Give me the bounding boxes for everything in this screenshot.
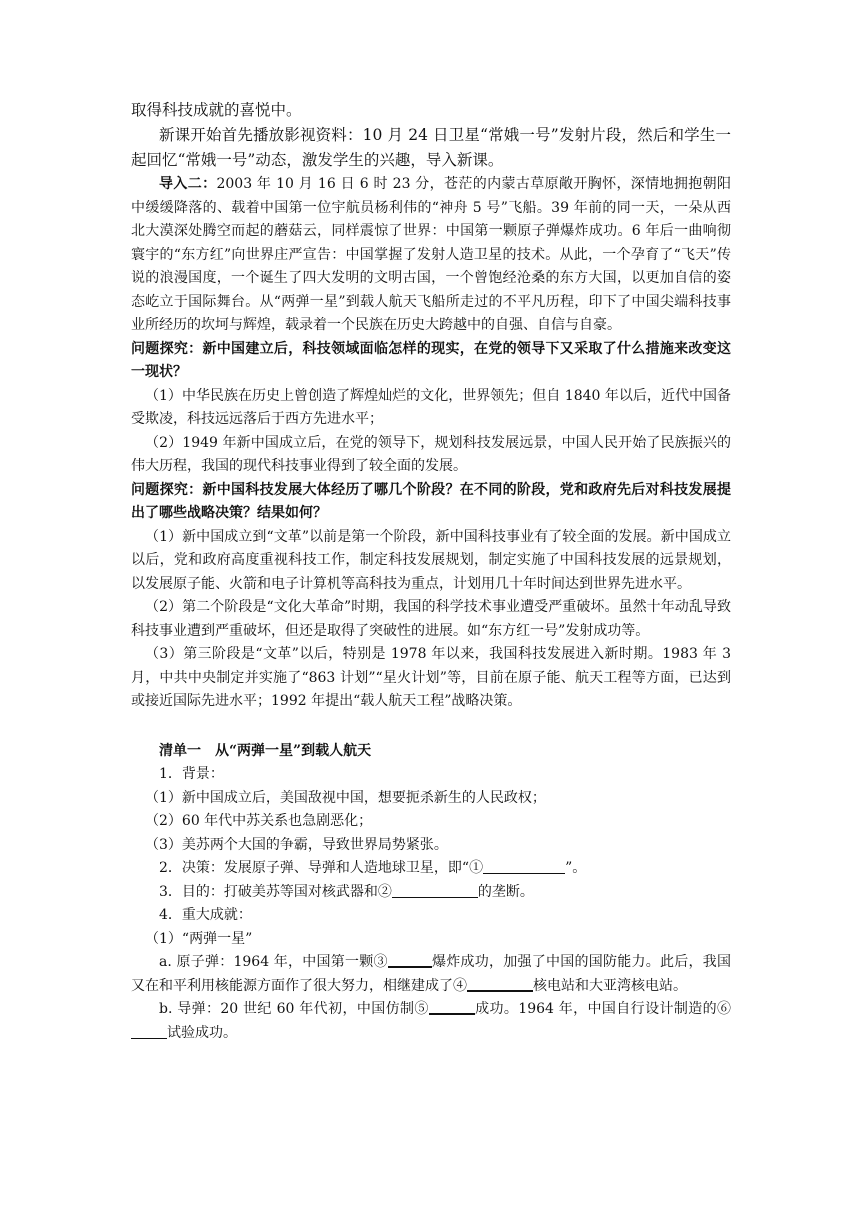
fill-blank-2[interactable] — [392, 883, 478, 898]
paragraph-intro-two — [131, 173, 731, 338]
background-item-3: （3）美苏两个大国的争霸，导致世界局势紧张。 — [145, 836, 448, 853]
question-two-answer-1: （1）新中国成立到“文革”以前是第一个阶段，新中国科技事业有了较全面的发展。新中国成立以后，党和政府高度重视科技工作，制定科技发展规划，制定实施了中国科技发展的远景规划，以发展原子能、火箭和电子计算机等高科技为重点，计划用几十年时间达到世界先进水平。 — [131, 528, 731, 592]
decision-text-end: ”。 — [565, 860, 587, 876]
paragraph-intro-end: 取得科技成就的喜悦中。 — [131, 101, 302, 119]
background-heading: 1．背景： — [159, 766, 224, 782]
goal-text: 3．目的：打破美苏等国对核武器和② — [159, 883, 392, 900]
fill-blank-1[interactable] — [483, 859, 565, 874]
missile-text: b. 导弹：20 世纪 60 年代初，中国仿制⑤ — [159, 1001, 429, 1017]
atomic-text: a. 原子弹：1964 年，中国第一颗③ — [159, 954, 388, 970]
question-two-answer-2: （2）第二个阶段是“文化大革命”时期，我国的科学技术事业遭受严重破坏。虽然十年动乱导致科技事业遭到严重破坏，但还是取得了突破性的进展。如“东方红一号”发射成功等。 — [131, 599, 731, 639]
decision-text: 2．决策：发展原子弹、导弹和人造地球卫星，即“① — [159, 860, 484, 876]
intro-two-text: 2003 年 10 月 16 日 6 时 23 分，苍茫的内蒙古草原敞开胸怀，深情地拥抱朝阳中缓缓降落的、载着中国第一位宇航员杨利伟的“神舟 5 号”飞船。39 年前的同一天，一朵从西北大漠深处腾空而起的蘑菇云，同样震惊了世界：中国第一颗原子弹爆炸成功。6 年后一曲响彻寰宇的“东方红”向世界庄严宣告：中国掌握了发射人造卫星的技术。从此，一个孕育了“飞天”传说的浪漫国度，一个诞生了四大发明的文明古国，一个曾饱经沧桑的东方大国，以更加自信的姿态屹立于国际舞台。从“两弹一星”到载人航天飞船所走过的不平凡历程，印下了中国尖端科技事业所经历的坎坷与辉煌，载录着一个民族在历史大跨越中的自强、自信与自豪。 — [131, 176, 732, 333]
goal-text-end: 的垄断。 — [477, 883, 534, 900]
checklist-title: 清单一 从“两弹一星”到载人航天 — [159, 742, 372, 759]
question-one-answer-2: （2）1949 年新中国成立后，在党的领导下，规划科技发展远景，中国人民开始了民族振兴的伟大历程，我国的现代科技事业得到了较全面的发展。 — [131, 434, 731, 474]
question-one-answer-1: （1）中华民族在历史上曾创造了辉煌灿烂的文化，世界领先；但自 1840 年以后，近代中国备受欺凌，科技远远落后于西方先进水平； — [131, 387, 731, 427]
achievements-subheading: （1）“两弹一星” — [145, 930, 253, 947]
fill-blank-6[interactable] — [131, 1024, 167, 1039]
question-two-answer-3: （3）第三阶段是“文革”以后，特别是 1978 年以来，我国科技发展进入新时期。1983 年 3 月，中共中央制定并实施了“863 计划”“星火计划”等，目前在原子能、航天工程等方面，已达到或接近国际先进水平；1992 年提出“载人航天工程”战略决策。 — [131, 646, 731, 709]
background-item-2: （2）60 年代中苏关系也急剧恶化； — [145, 813, 373, 829]
question-one-heading: 问题探究：新中国建立后，科技领域面临怎样的现实，在党的领导下又采取了什么措施来改变这一现状？ — [131, 340, 731, 380]
fill-blank-3[interactable] — [388, 952, 432, 968]
decision-line — [131, 857, 731, 881]
paragraph-lesson-start: 新课开始首先播放影视资料：10 月 24 日卫星“常娥一号”发射片段，然后和学生一起回忆“常娥一号”动态，激发学生的兴趣，导入新课。 — [131, 126, 731, 169]
atomic-text-end: 核电站和大亚湾核电站。 — [533, 977, 687, 994]
question-two-heading: 问题探究：新中国科技发展大体经历了哪几个阶段？在不同的阶段，党和政府先后对科技发展提出了哪些战略决策？结果如何？ — [131, 481, 731, 521]
section-spacer — [131, 714, 731, 740]
intro-two-label: 导入二： — [159, 176, 217, 192]
goal-line — [131, 881, 731, 905]
missile-text-end: 试验成功。 — [167, 1024, 237, 1041]
background-item-1: （1）新中国成立后，美国敌视中国，想要扼杀新生的人民政权； — [145, 789, 546, 806]
fill-blank-5[interactable] — [429, 999, 475, 1015]
document-body — [131, 98, 731, 1045]
achievements-heading: 4．重大成就： — [159, 907, 252, 923]
missile-paragraph — [131, 998, 731, 1045]
atomic-text-mid: 爆炸成功，加强了中国的国防能力。此后，我国又在和平利用核能源方面作了很大努力，相继建成了④ — [131, 954, 731, 994]
atomic-bomb-paragraph — [131, 951, 731, 998]
fill-blank-4[interactable] — [467, 976, 533, 992]
missile-text-mid: 成功。1964 年，中国自行设计制造的⑥ — [474, 1001, 731, 1017]
